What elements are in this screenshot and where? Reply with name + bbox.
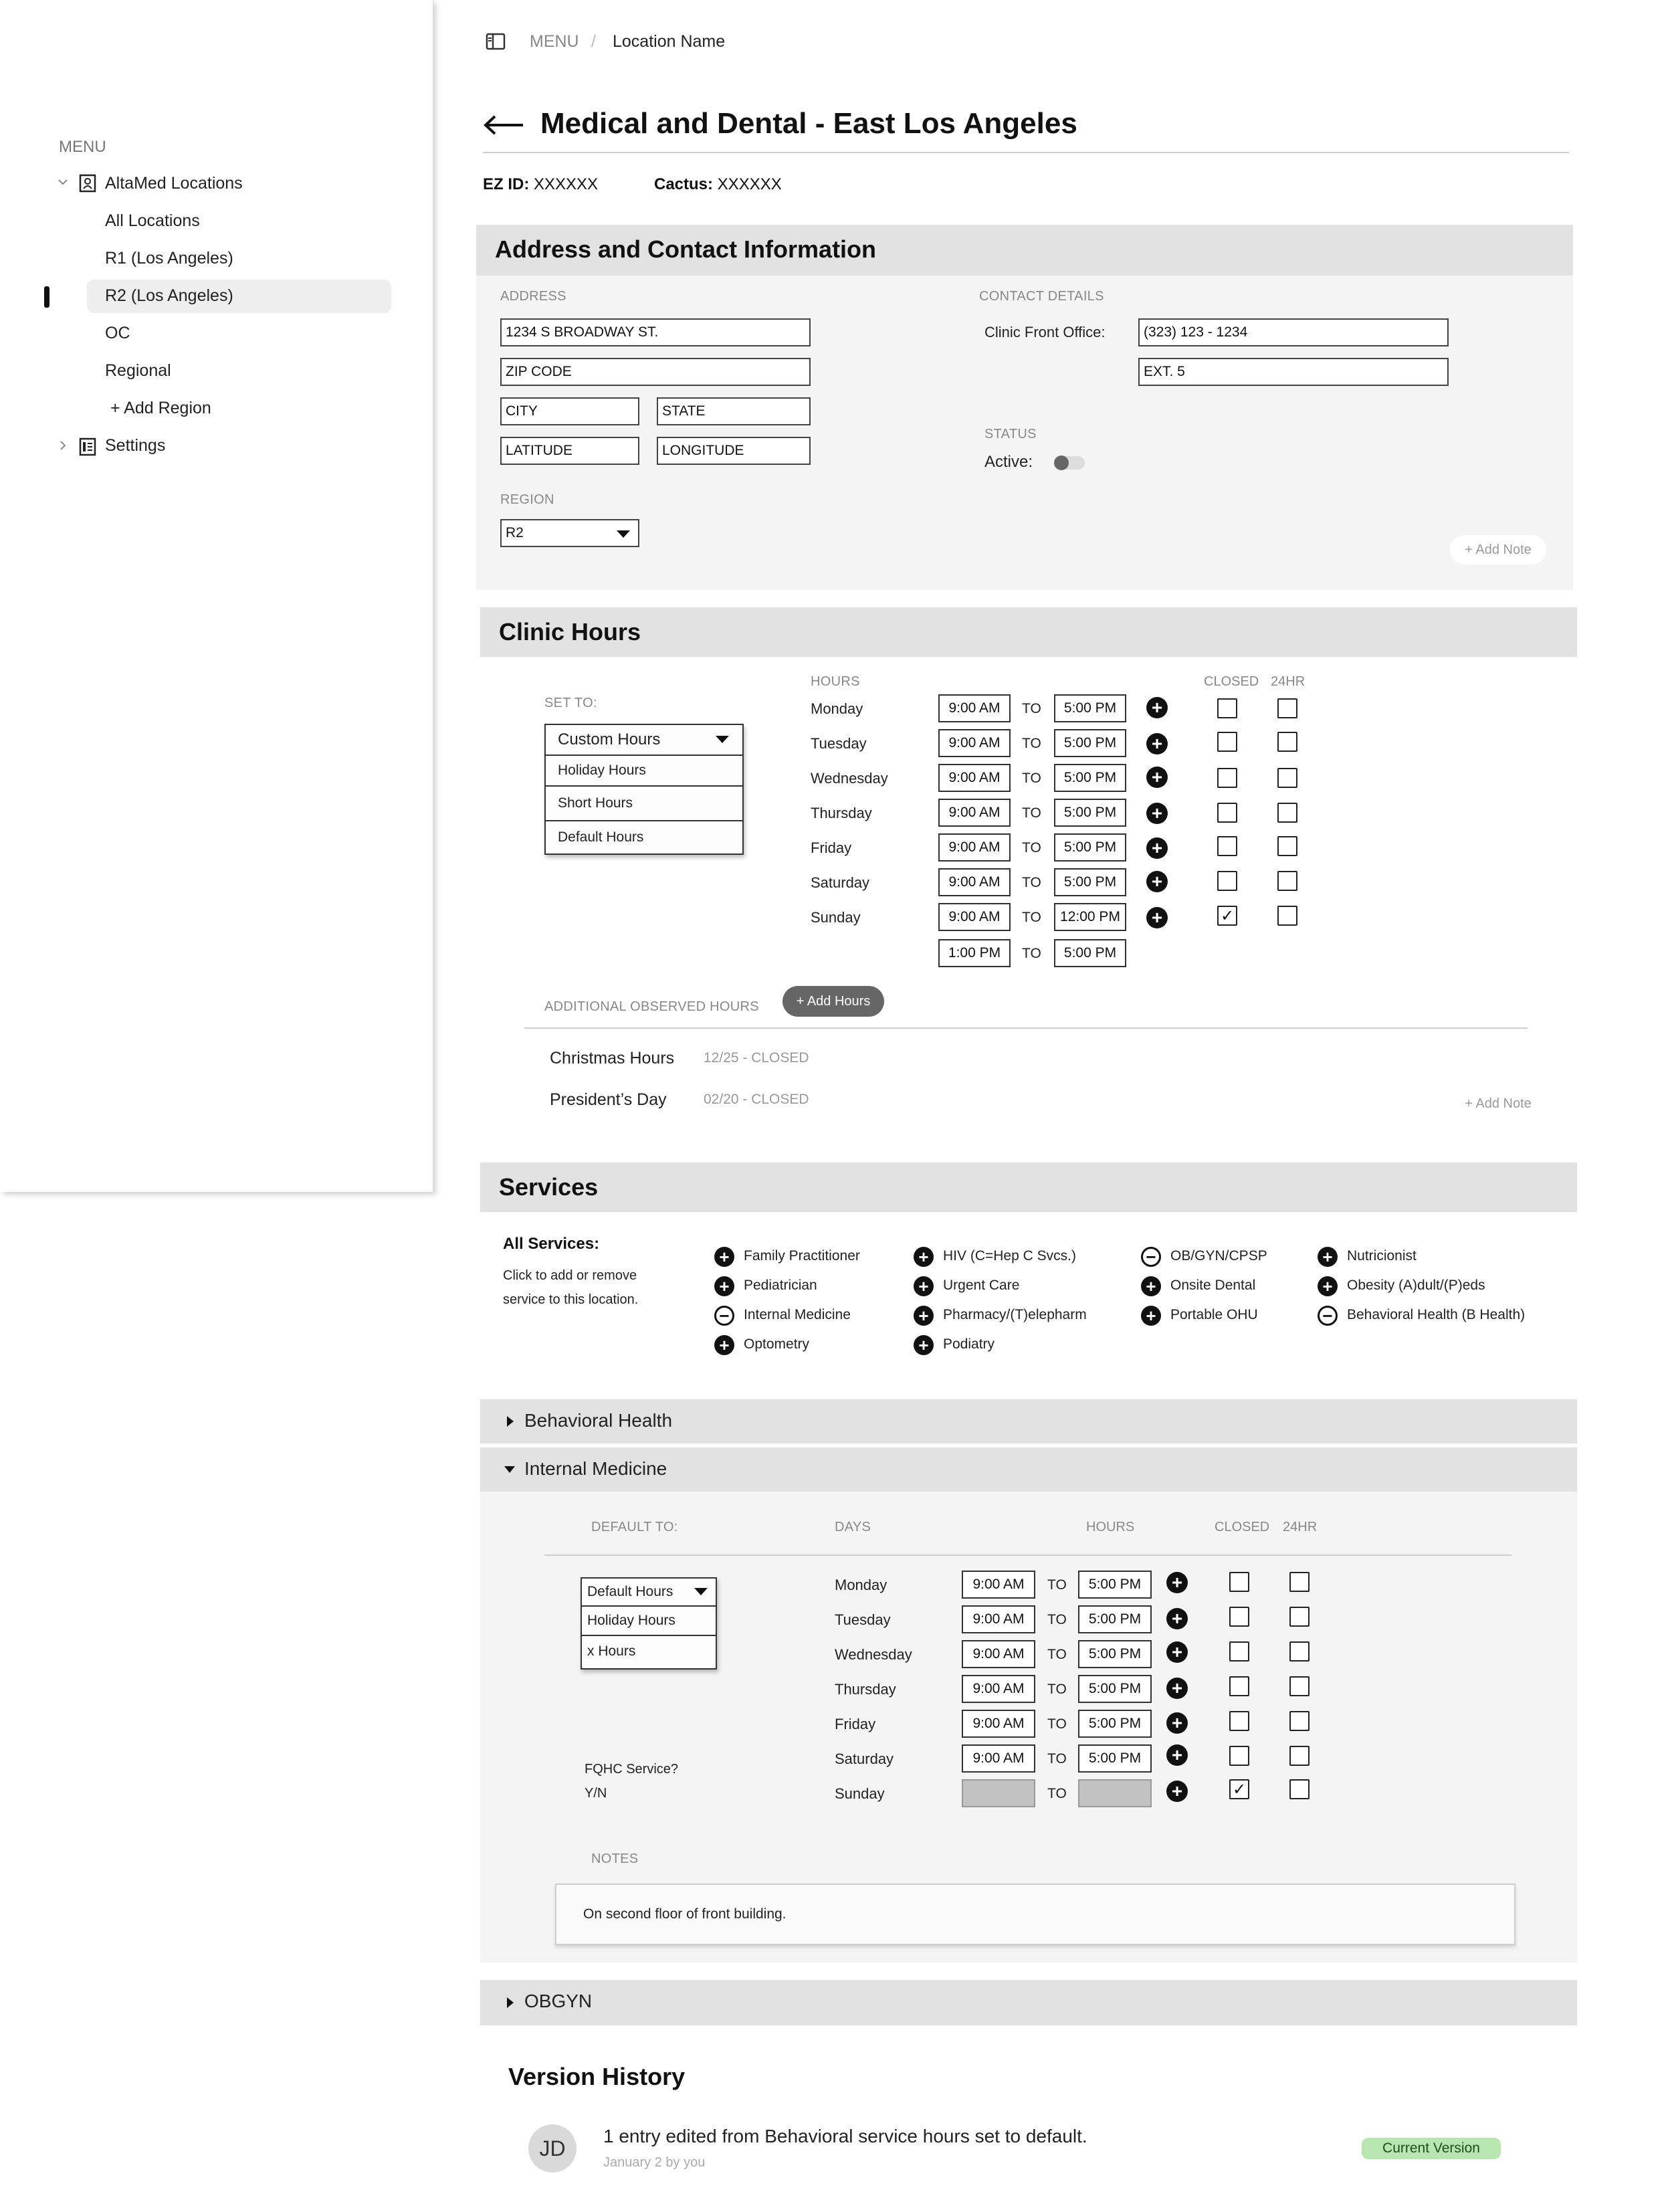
- close-time-input[interactable]: 5:00 PM: [1054, 868, 1126, 896]
- chevron-right-icon[interactable]: [56, 439, 70, 452]
- h24-checkbox[interactable]: [1277, 732, 1297, 752]
- building-icon: [79, 174, 96, 193]
- extra-close-time-input[interactable]: 5:00 PM: [1054, 939, 1126, 967]
- open-time-input[interactable]: 9:00 AM: [938, 729, 1011, 757]
- closed-checkbox[interactable]: ✓: [1217, 906, 1237, 926]
- status-label: STATUS: [984, 427, 1037, 441]
- add-range-icon[interactable]: +: [1146, 697, 1168, 718]
- address-add-note-button[interactable]: + Add Note: [1450, 535, 1546, 565]
- dropdown-option-default[interactable]: Default Hours: [546, 821, 742, 853]
- dropdown-selected[interactable]: Default Hours: [582, 1579, 716, 1605]
- h24-checkbox[interactable]: [1289, 1572, 1310, 1592]
- accordion-internal-title[interactable]: Internal Medicine: [524, 1458, 667, 1479]
- day-label: Thursday: [811, 805, 872, 821]
- observed-detail: 02/20 - CLOSED: [704, 1092, 809, 1107]
- close-time-input[interactable]: 5:00 PM: [1078, 1675, 1152, 1703]
- services-title: Services: [499, 1173, 599, 1201]
- to-label: TO: [1047, 1647, 1067, 1662]
- dropdown-option-short[interactable]: Short Hours: [546, 787, 742, 820]
- extra-open-time-input[interactable]: 1:00 PM: [938, 939, 1011, 967]
- ez-id-label: EZ ID:: [483, 175, 530, 193]
- h24-checkbox[interactable]: [1277, 803, 1297, 823]
- add-service-icon[interactable]: +: [1318, 1247, 1338, 1267]
- services-help-1: Click to add or remove: [503, 1268, 637, 1283]
- add-range-icon[interactable]: +: [1166, 1781, 1188, 1802]
- sidebar-item-regional[interactable]: Regional: [105, 361, 171, 380]
- closed-checkbox[interactable]: [1217, 698, 1237, 718]
- closed-checkbox[interactable]: [1217, 836, 1237, 856]
- open-time-input[interactable]: 9:00 AM: [938, 799, 1011, 827]
- add-range-icon[interactable]: +: [1166, 1572, 1188, 1593]
- add-service-icon[interactable]: +: [714, 1335, 734, 1355]
- cactus-id-label: Cactus:: [654, 175, 714, 193]
- version-meta: January 2 by you: [603, 2155, 706, 2170]
- notes-text: On second floor of front building.: [583, 1906, 787, 1922]
- internal-divider: [544, 1554, 1511, 1556]
- remove-service-icon[interactable]: −: [1318, 1306, 1338, 1326]
- to-label: TO: [1047, 1751, 1067, 1767]
- sidebar-item-r1[interactable]: R1 (Los Angeles): [105, 249, 233, 268]
- h24-checkbox[interactable]: [1289, 1641, 1310, 1662]
- breadcrumb-current: Location Name: [613, 32, 726, 51]
- sidebar-toggle-icon[interactable]: [486, 32, 506, 51]
- to-label: TO: [1022, 805, 1041, 821]
- open-time-input[interactable]: 9:00 AM: [938, 694, 1011, 722]
- default-to-label: DEFAULT TO:: [591, 1520, 678, 1534]
- service-item[interactable]: Pharmacy/(T)elepharm: [943, 1307, 1087, 1322]
- additional-hours-label: ADDITIONAL OBSERVED HOURS: [544, 999, 759, 1014]
- hours-add-note-button[interactable]: + Add Note: [1450, 1090, 1546, 1117]
- region-select-value: R2: [506, 525, 524, 540]
- observed-detail: 12/25 - CLOSED: [704, 1050, 809, 1066]
- day-label: Friday: [811, 839, 852, 856]
- service-item[interactable]: Urgent Care: [943, 1278, 1020, 1293]
- fqhc-label: FQHC Service?: [585, 1762, 679, 1777]
- breadcrumb-menu[interactable]: MENU: [530, 32, 579, 51]
- closed-checkbox[interactable]: [1229, 1676, 1249, 1696]
- current-version-badge: Current Version: [1362, 2138, 1501, 2159]
- state-input[interactable]: STATE: [657, 397, 811, 425]
- address-label: ADDRESS: [500, 289, 566, 304]
- add-service-icon[interactable]: +: [714, 1247, 734, 1267]
- day-label: Wednesday: [811, 770, 888, 787]
- accordion-behavioral-title[interactable]: Behavioral Health: [524, 1410, 673, 1431]
- closed-checkbox[interactable]: [1229, 1641, 1249, 1662]
- closed-checkbox[interactable]: [1217, 732, 1237, 752]
- add-hours-button[interactable]: + Add Hours: [782, 986, 884, 1017]
- day-label: Saturday: [811, 874, 870, 891]
- clinic-hours-title: Clinic Hours: [499, 618, 641, 645]
- open-time-input[interactable]: 9:00 AM: [938, 903, 1011, 931]
- open-time-input-disabled: [962, 1779, 1035, 1807]
- closed-checkbox[interactable]: [1229, 1607, 1249, 1627]
- day-label: Tuesday: [835, 1611, 891, 1628]
- add-range-icon[interactable]: +: [1146, 803, 1168, 824]
- ez-id-value: XXXXXX: [534, 175, 599, 193]
- add-service-icon[interactable]: +: [914, 1335, 934, 1355]
- close-time-input[interactable]: 5:00 PM: [1078, 1744, 1152, 1773]
- open-time-input[interactable]: 9:00 AM: [962, 1675, 1035, 1703]
- close-time-input[interactable]: 5:00 PM: [1054, 729, 1126, 757]
- to-label: TO: [1022, 946, 1041, 961]
- h24-checkbox[interactable]: [1289, 1779, 1310, 1799]
- h24-col-label: 24HR: [1271, 674, 1305, 689]
- dropdown-option-holiday[interactable]: Holiday Hours: [546, 756, 742, 785]
- accordion-obgyn[interactable]: [480, 1980, 1577, 2025]
- close-time-input[interactable]: 5:00 PM: [1054, 694, 1126, 722]
- add-service-icon[interactable]: +: [914, 1306, 934, 1326]
- h24-checkbox[interactable]: [1289, 1607, 1310, 1627]
- close-time-input-disabled: [1078, 1779, 1152, 1807]
- latitude-input[interactable]: LATITUDE: [500, 437, 639, 465]
- h24-checkbox[interactable]: [1289, 1711, 1310, 1731]
- address-panel: [476, 225, 1573, 590]
- closed-checkbox[interactable]: [1217, 768, 1237, 788]
- services-help-2: service to this location.: [503, 1292, 639, 1307]
- fqhc-value[interactable]: Y/N: [585, 1786, 607, 1801]
- version-entry[interactable]: 1 entry edited from Behavioral service hours set to default.: [603, 2126, 1087, 2146]
- h24-checkbox[interactable]: [1277, 698, 1297, 718]
- close-time-input[interactable]: 5:00 PM: [1054, 833, 1126, 862]
- city-input[interactable]: CITY: [500, 397, 639, 425]
- service-item[interactable]: Onsite Dental: [1170, 1278, 1256, 1293]
- add-service-icon[interactable]: +: [1141, 1276, 1161, 1296]
- caret-right-icon: [507, 1997, 514, 2008]
- chevron-down-icon[interactable]: [56, 175, 70, 189]
- sidebar-item-all-locations[interactable]: All Locations: [105, 211, 200, 230]
- service-item[interactable]: HIV (C=Hep C Svcs.): [943, 1248, 1076, 1264]
- contact-label: CONTACT DETAILS: [979, 289, 1104, 304]
- dropdown-option-x[interactable]: x Hours: [582, 1636, 716, 1667]
- open-time-input[interactable]: 9:00 AM: [938, 868, 1011, 896]
- to-label: TO: [1047, 1716, 1067, 1732]
- service-item[interactable]: OB/GYN/CPSP: [1170, 1248, 1267, 1264]
- close-time-input[interactable]: 5:00 PM: [1054, 764, 1126, 792]
- notes-label: NOTES: [591, 1851, 639, 1866]
- sidebar: [0, 0, 433, 1192]
- services-header: [480, 1163, 1577, 1212]
- version-history-title: Version History: [508, 2063, 686, 2090]
- to-label: TO: [1022, 701, 1041, 716]
- add-range-icon[interactable]: +: [1146, 907, 1168, 928]
- h24-checkbox[interactable]: [1277, 871, 1297, 891]
- to-label: TO: [1047, 1682, 1067, 1697]
- avatar: JD: [528, 2124, 577, 2173]
- to-label: TO: [1022, 771, 1041, 786]
- phone-input[interactable]: (323) 123 - 1234: [1138, 318, 1449, 346]
- to-label: TO: [1022, 736, 1041, 751]
- caret-right-icon: [507, 1416, 514, 1427]
- observed-name: Christmas Hours: [550, 1049, 675, 1068]
- day-label: Monday: [835, 1577, 887, 1593]
- service-item[interactable]: Behavioral Health (B Health): [1347, 1307, 1526, 1322]
- front-office-label: Clinic Front Office:: [984, 324, 1106, 340]
- close-time-input[interactable]: 5:00 PM: [1078, 1640, 1152, 1668]
- days-col-label: DAYS: [835, 1520, 871, 1534]
- remove-service-icon[interactable]: −: [1141, 1247, 1161, 1267]
- caret-down-icon: [694, 1588, 708, 1595]
- day-label: Tuesday: [811, 735, 867, 752]
- day-label: Sunday: [811, 909, 861, 926]
- cactus-id-value: XXXXXX: [717, 175, 782, 193]
- ext-input[interactable]: EXT. 5: [1138, 358, 1449, 386]
- add-range-icon[interactable]: +: [1146, 767, 1168, 788]
- add-service-icon[interactable]: +: [914, 1276, 934, 1296]
- to-label: TO: [1022, 840, 1041, 856]
- street-input[interactable]: 1234 S BROADWAY ST.: [500, 318, 811, 346]
- active-label: Active:: [984, 453, 1033, 471]
- open-time-input[interactable]: 9:00 AM: [962, 1571, 1035, 1599]
- address-section-title: Address and Contact Information: [495, 235, 877, 263]
- page-title: Medical and Dental - East Los Angeles: [540, 107, 1077, 140]
- closed-col-label: CLOSED: [1204, 674, 1259, 689]
- h24-checkbox[interactable]: [1277, 906, 1297, 926]
- open-time-input[interactable]: 9:00 AM: [938, 764, 1011, 792]
- add-range-icon[interactable]: +: [1166, 1678, 1188, 1699]
- closed-checkbox[interactable]: [1217, 803, 1237, 823]
- day-label: Thursday: [835, 1681, 896, 1698]
- h24-checkbox[interactable]: [1289, 1676, 1310, 1696]
- add-range-icon[interactable]: +: [1166, 1608, 1188, 1629]
- closed-col-label: CLOSED: [1215, 1520, 1270, 1534]
- set-to-label: SET TO:: [544, 696, 597, 710]
- day-label: Sunday: [835, 1785, 885, 1802]
- sidebar-item-oc[interactable]: OC: [105, 324, 130, 342]
- add-region-button[interactable]: + Add Region: [110, 399, 211, 417]
- add-range-icon[interactable]: +: [1146, 871, 1168, 892]
- dropdown-option-holiday[interactable]: Holiday Hours: [582, 1607, 716, 1635]
- region-label: REGION: [500, 492, 554, 507]
- caret-down-icon: [716, 736, 729, 743]
- active-toggle[interactable]: [1054, 456, 1085, 470]
- sidebar-active-indicator: [44, 286, 49, 308]
- day-label: Monday: [811, 700, 863, 717]
- to-label: TO: [1047, 1612, 1067, 1627]
- zip-input[interactable]: ZIP CODE: [500, 358, 811, 386]
- default-hours-dropdown[interactable]: [581, 1577, 717, 1670]
- hours-col-label: HOURS: [1086, 1520, 1135, 1534]
- close-time-input[interactable]: 12:00 PM: [1054, 903, 1126, 931]
- to-label: TO: [1047, 1786, 1067, 1801]
- cactus-id: [654, 175, 782, 194]
- sidebar-item-settings[interactable]: Settings: [105, 436, 166, 455]
- open-time-input[interactable]: 9:00 AM: [962, 1744, 1035, 1773]
- add-service-icon[interactable]: +: [914, 1247, 934, 1267]
- add-service-icon[interactable]: +: [714, 1276, 734, 1296]
- add-range-icon[interactable]: +: [1166, 1712, 1188, 1734]
- add-range-icon[interactable]: +: [1166, 1641, 1188, 1663]
- service-item[interactable]: Portable OHU: [1170, 1307, 1258, 1322]
- caret-down-icon: [504, 1466, 515, 1473]
- region-select[interactable]: [500, 519, 639, 547]
- caret-down-icon: [617, 530, 630, 538]
- add-range-icon[interactable]: +: [1146, 837, 1168, 859]
- add-service-icon[interactable]: +: [1318, 1276, 1338, 1296]
- close-time-input[interactable]: 5:00 PM: [1078, 1710, 1152, 1738]
- back-arrow-icon[interactable]: [483, 114, 524, 136]
- breadcrumb-separator: /: [591, 32, 596, 51]
- service-item[interactable]: Family Practitioner: [744, 1248, 860, 1264]
- service-item[interactable]: Internal Medicine: [744, 1307, 851, 1322]
- service-item[interactable]: Nutricionist: [1347, 1248, 1417, 1264]
- add-range-icon[interactable]: +: [1166, 1744, 1188, 1766]
- h24-checkbox[interactable]: [1277, 768, 1297, 788]
- to-label: TO: [1022, 875, 1041, 890]
- closed-checkbox[interactable]: [1229, 1746, 1249, 1766]
- observed-divider: [524, 1027, 1528, 1029]
- closed-checkbox[interactable]: [1217, 871, 1237, 891]
- day-label: Friday: [835, 1716, 876, 1732]
- close-time-input[interactable]: 5:00 PM: [1054, 799, 1126, 827]
- to-label: TO: [1022, 910, 1041, 925]
- service-item[interactable]: Podiatry: [943, 1336, 995, 1352]
- add-range-icon[interactable]: +: [1146, 733, 1168, 755]
- open-time-input[interactable]: 9:00 AM: [962, 1710, 1035, 1738]
- closed-checkbox[interactable]: [1229, 1711, 1249, 1731]
- sidebar-item-r2[interactable]: R2 (Los Angeles): [105, 286, 233, 305]
- dropdown-selected[interactable]: Custom Hours: [546, 725, 742, 755]
- closed-checkbox[interactable]: [1229, 1572, 1249, 1592]
- longitude-input[interactable]: LONGITUDE: [657, 437, 811, 465]
- to-label: TO: [1047, 1577, 1067, 1593]
- closed-checkbox[interactable]: ✓: [1229, 1779, 1249, 1799]
- toggle-knob: [1054, 456, 1069, 470]
- remove-service-icon[interactable]: −: [714, 1306, 734, 1326]
- open-time-input[interactable]: 9:00 AM: [938, 833, 1011, 862]
- sidebar-root-altamed[interactable]: AltaMed Locations: [105, 174, 243, 193]
- all-services-label: All Services:: [503, 1235, 600, 1253]
- open-time-input[interactable]: 9:00 AM: [962, 1605, 1035, 1633]
- day-label: Saturday: [835, 1750, 894, 1767]
- h24-checkbox[interactable]: [1277, 836, 1297, 856]
- settings-icon: [79, 437, 96, 456]
- day-label: Wednesday: [835, 1646, 912, 1663]
- h24-col-label: 24HR: [1283, 1520, 1318, 1534]
- add-service-icon[interactable]: +: [1141, 1306, 1161, 1326]
- close-time-input[interactable]: 5:00 PM: [1078, 1605, 1152, 1633]
- clinic-hours-header: [480, 607, 1577, 657]
- close-time-input[interactable]: 5:00 PM: [1078, 1571, 1152, 1599]
- h24-checkbox[interactable]: [1289, 1746, 1310, 1766]
- open-time-input[interactable]: 9:00 AM: [962, 1640, 1035, 1668]
- hours-col-label: HOURS: [811, 674, 860, 689]
- sidebar-menu-label: MENU: [59, 138, 106, 156]
- observed-name: President’s Day: [550, 1090, 667, 1109]
- hours-preset-dropdown[interactable]: [544, 724, 744, 855]
- title-divider: [483, 152, 1569, 153]
- service-item[interactable]: Obesity (A)dult/(P)eds: [1347, 1278, 1485, 1293]
- notes-box[interactable]: [555, 1884, 1516, 1945]
- service-item[interactable]: Pediatrician: [744, 1278, 817, 1293]
- ez-id: [483, 175, 598, 194]
- service-item[interactable]: Optometry: [744, 1336, 810, 1352]
- accordion-obgyn-title[interactable]: OBGYN: [524, 1991, 593, 2011]
